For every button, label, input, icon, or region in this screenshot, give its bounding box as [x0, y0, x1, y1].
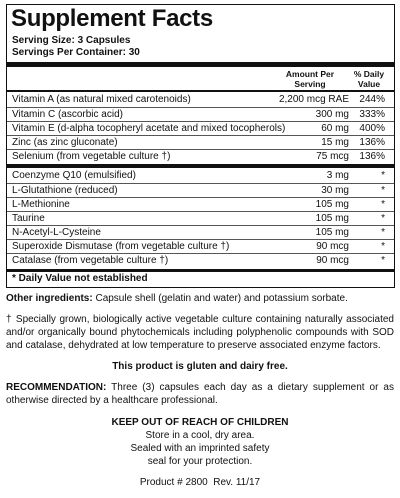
thick-divider-top — [7, 62, 394, 67]
storage-line-1: Store in a cool, dry area. — [145, 430, 255, 441]
other-ingredients-text: Capsule shell (gelatin and water) and potassium sorbate. — [92, 293, 348, 304]
nutrient-row: Vitamin A (as natural mixed carotenoids) 2,200 mcg RAE 244% — [12, 94, 385, 105]
nutrient-row: Coenzyme Q10 (emulsified) 3 mg * — [12, 170, 385, 181]
daily-value-footnote: * Daily Value not established — [12, 273, 148, 284]
culture-note: † Specially grown, biologically active vegetable culture containing naturally associated and/or organically bound phytochemicals including polyphenolic compounds with SOD and catalase, dehydrated at low temperature to preserve associated enzyme factors. — [6, 314, 394, 351]
warning-heading: KEEP OUT OF REACH OF CHILDREN — [111, 417, 289, 428]
nutrient-row: Vitamin E (d-alpha tocopheryl acetate and mixed tocopherols) 60 mg 400% — [7, 121, 394, 136]
nutrient-row: Zinc (as zinc gluconate) 15 mg 136% — [7, 135, 394, 150]
nutrient-row: N-Acetyl-L-Cysteine 105 mg * — [7, 225, 394, 240]
gluten-free-statement: This product is gluten and dairy free. — [112, 361, 288, 372]
nutrient-row: Selenium (from vegetable culture †) 75 mcg 136% — [7, 149, 394, 164]
panel-title: Supplement Facts — [11, 5, 213, 32]
nutrient-row: Superoxide Dismutase (from vegetable culture †) 90 mcg * — [7, 239, 394, 254]
amount-header: Amount Per Serving — [285, 69, 335, 89]
product-number: Product # 2800 Rev. 11/17 — [139, 477, 261, 488]
supplement-facts-panel — [6, 4, 395, 288]
thick-divider-middle — [7, 164, 394, 168]
nutrient-row: Taurine 105 mg * — [7, 211, 394, 226]
nutrient-row: Catalase (from vegetable culture †) 90 mcg * — [7, 253, 394, 268]
storage-line-3: seal for your protection. — [147, 456, 253, 467]
nutrient-row: L-Glutathione (reduced) 30 mg * — [7, 183, 394, 198]
recommendation-label: RECOMMENDATION: — [6, 382, 107, 393]
recommendation — [6, 381, 394, 407]
daily-value-header: % Daily Value — [353, 69, 385, 89]
recommendation-text: Three (3) capsules each day as a dietary supplement or as otherwise directed by a healthcare professional. — [6, 382, 394, 406]
storage-line-2: Sealed with an imprinted safety — [130, 443, 270, 454]
thick-divider-bottom — [7, 269, 394, 272]
header-divider — [7, 90, 394, 92]
nutrient-row: L-Methionine 105 mg * — [7, 197, 394, 212]
other-ingredients — [6, 292, 394, 305]
servings-per-container: Servings Per Container: 30 — [12, 47, 140, 58]
serving-size: Serving Size: 3 Capsules — [12, 35, 131, 46]
other-ingredients-label: Other ingredients: — [6, 293, 93, 304]
nutrient-row: Vitamin C (ascorbic acid) 300 mg 333% — [7, 107, 394, 122]
